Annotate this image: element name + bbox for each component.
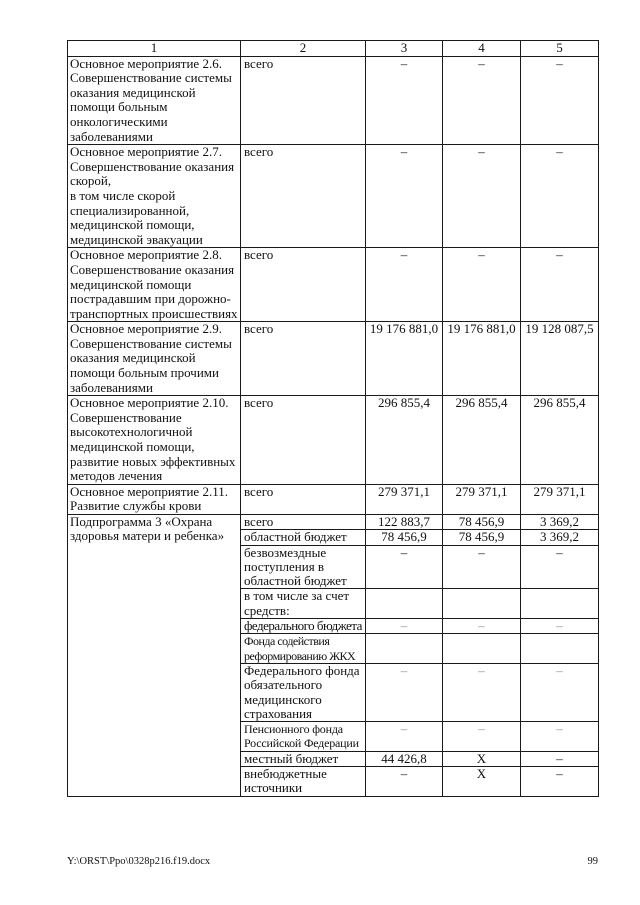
value-col-4: – [443, 545, 521, 589]
activity-row [68, 484, 599, 514]
activity-row [68, 145, 599, 248]
footer-file-path: Y:\ORST\Ppo\0328p216.f19.docx [67, 856, 211, 867]
empty-cell [521, 589, 599, 619]
activity-name: Основное мероприятие 2.9. Совершенствование системы оказания медицинской помощи больным прочими заболеваниями [68, 322, 241, 396]
value-col-4: 78 456,9 [443, 530, 521, 545]
value-col-3: – [366, 56, 443, 145]
activity-name: Основное мероприятие 2.8. Совершенствование оказания медицинской помощи пострадавшим при дорожно- транспортных происшествиях [68, 248, 241, 322]
funding-source: всего [241, 145, 366, 248]
funding-source: в том числе за счет средств: [241, 589, 366, 619]
subprogram-name: Подпрограмма 3 «Охрана здоровья матери и ребенка» [68, 515, 241, 797]
value-col-3: – [366, 722, 443, 752]
value-col-3: – [366, 145, 443, 248]
activity-row [68, 396, 599, 485]
value-col-4: – [443, 663, 521, 721]
value-col-4: – [443, 56, 521, 145]
page-number: 99 [587, 856, 598, 867]
value-col-5: – [521, 767, 599, 797]
funding-table [67, 40, 599, 797]
empty-cell [521, 634, 599, 664]
value-col-5: 3 369,2 [521, 530, 599, 545]
column-header-4: 4 [443, 41, 521, 57]
funding-source: Пенсионного фонда Российской Федерации [241, 722, 366, 752]
activity-row [68, 248, 599, 322]
subprogram-row [68, 515, 599, 530]
funding-source: Федерального фонда обязательного медицинского страхования [241, 663, 366, 721]
value-col-4: – [443, 248, 521, 322]
value-col-3: – [366, 663, 443, 721]
value-col-3: 78 456,9 [366, 530, 443, 545]
column-header-3: 3 [366, 41, 443, 57]
value-col-5: 296 855,4 [521, 396, 599, 485]
funding-source: всего [241, 484, 366, 514]
activity-name: Основное мероприятие 2.7. Совершенствование оказания скорой, в том числе скорой специализированной, медицинской помощи, медицинской эвакуации [68, 145, 241, 248]
value-col-4: – [443, 619, 521, 634]
empty-cell [443, 589, 521, 619]
empty-cell [443, 634, 521, 664]
value-col-3: – [366, 619, 443, 634]
value-col-4: 296 855,4 [443, 396, 521, 485]
value-col-4: 78 456,9 [443, 515, 521, 530]
value-col-5: 19 128 087,5 [521, 322, 599, 396]
value-col-4: – [443, 722, 521, 752]
activity-name: Основное мероприятие 2.6. Совершенствование системы оказания медицинской помощи больным онкологическими заболеваниями [68, 56, 241, 145]
column-header-2: 2 [241, 41, 366, 57]
value-col-4: 279 371,1 [443, 484, 521, 514]
funding-source: местный бюджет [241, 751, 366, 766]
funding-source: областной бюджет [241, 530, 366, 545]
value-col-4: Х [443, 767, 521, 797]
activity-row [68, 322, 599, 396]
activity-row [68, 56, 599, 145]
value-col-3: 279 371,1 [366, 484, 443, 514]
value-col-5: – [521, 663, 599, 721]
funding-source: всего [241, 396, 366, 485]
value-col-5: – [521, 248, 599, 322]
value-col-3: 19 176 881,0 [366, 322, 443, 396]
funding-source: Фонда содействия реформированию ЖКХ [241, 634, 366, 664]
value-col-5: – [521, 619, 599, 634]
empty-cell [366, 589, 443, 619]
column-header-1: 1 [68, 41, 241, 57]
column-header-5: 5 [521, 41, 599, 57]
value-col-5: – [521, 722, 599, 752]
value-col-4: 19 176 881,0 [443, 322, 521, 396]
value-col-5: – [521, 545, 599, 589]
funding-source: федерального бюджета [241, 619, 366, 634]
value-col-4: Х [443, 751, 521, 766]
funding-source: безвозмездные поступления в областной бюджет [241, 545, 366, 589]
value-col-5: – [521, 56, 599, 145]
activity-name: Основное мероприятие 2.11. Развитие службы крови [68, 484, 241, 514]
funding-source: всего [241, 248, 366, 322]
value-col-3: – [366, 248, 443, 322]
value-col-3: 44 426,8 [366, 751, 443, 766]
table-header-row [68, 41, 599, 57]
value-col-5: – [521, 145, 599, 248]
activity-name: Основное мероприятие 2.10. Совершенствование высокотехнологичной медицинской помощи, развитие новых эффективных методов лечения [68, 396, 241, 485]
value-col-3: – [366, 545, 443, 589]
value-col-4: – [443, 145, 521, 248]
value-col-3: 296 855,4 [366, 396, 443, 485]
value-col-3: 122 883,7 [366, 515, 443, 530]
funding-source: всего [241, 322, 366, 396]
value-col-3: – [366, 767, 443, 797]
funding-source: всего [241, 56, 366, 145]
value-col-5: 3 369,2 [521, 515, 599, 530]
value-col-5: – [521, 751, 599, 766]
empty-cell [366, 634, 443, 664]
funding-source: внебюджетные источники [241, 767, 366, 797]
funding-source: всего [241, 515, 366, 530]
value-col-5: 279 371,1 [521, 484, 599, 514]
